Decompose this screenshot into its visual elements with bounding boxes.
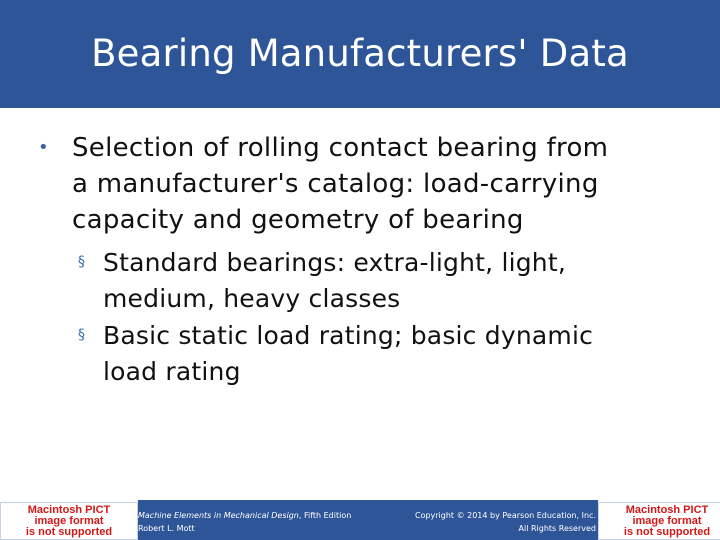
sub-bullet-line: Standard bearings: extra-light, light,: [103, 248, 566, 277]
pict-line: is not supported: [623, 526, 711, 538]
bullet-item: [38, 130, 688, 238]
bullet-text: [72, 130, 688, 238]
book-citation: [138, 511, 351, 520]
sub-bullet-item: [78, 245, 678, 317]
slide-title: Bearing Manufacturers' Data: [91, 32, 629, 75]
bullet-marker-icon: •: [38, 137, 49, 158]
sub-bullet-text: [103, 245, 678, 317]
pict-line: is not supported: [25, 526, 113, 538]
sub-bullet-text: [103, 318, 678, 390]
rights-text: All Rights Reserved: [518, 524, 596, 533]
copyright-text: Copyright © 2014 by Pearson Education, Inc.: [414, 511, 596, 520]
section-marker-icon: §: [78, 254, 85, 270]
sub-bullet-item: [78, 318, 678, 390]
book-title: Machine Elements in Mechanical Design: [138, 511, 299, 520]
bullet-line: a manufacturer's catalog: load-carrying: [72, 169, 599, 199]
pict-line: image format: [34, 515, 104, 527]
pict-line: image format: [632, 515, 702, 527]
pict-line: Macintosh PICT: [27, 504, 111, 516]
sub-bullet-line: Basic static load rating; basic dynamic: [103, 321, 594, 350]
footer-band: [138, 500, 598, 540]
sub-bullet-line: medium, heavy classes: [103, 284, 401, 313]
sub-bullet-line: load rating: [103, 357, 241, 386]
section-marker-icon: §: [78, 327, 85, 343]
pict-placeholder-image: [0, 502, 138, 540]
pict-placeholder-image: [598, 502, 720, 540]
slide-header: [0, 0, 720, 108]
book-author: Robert L. Mott: [138, 524, 195, 533]
book-edition: , Fifth Edition: [298, 511, 352, 520]
pict-line: Macintosh PICT: [625, 504, 709, 516]
bullet-line: capacity and geometry of bearing: [72, 205, 524, 235]
bullet-line: Selection of rolling contact bearing from: [72, 133, 609, 163]
